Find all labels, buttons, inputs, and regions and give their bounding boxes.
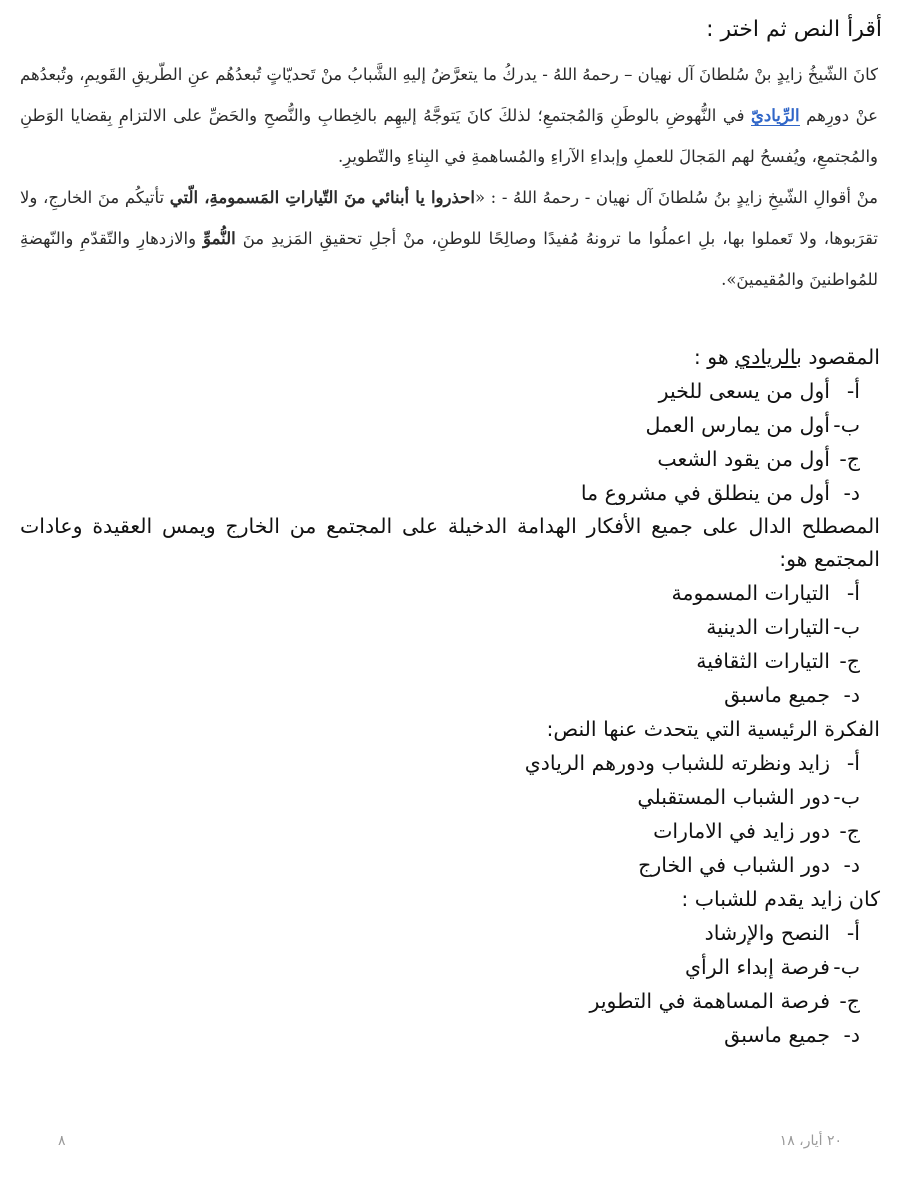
option-letter: ج- — [839, 989, 860, 1013]
option-letter: ب- — [833, 413, 860, 437]
option-letter: ج- — [839, 649, 860, 673]
passage-text: تأتيكُم منَ الخارجِ، ولا تقرَبوها، ولا تَعملوا بها، بلِ اعملُوا ما ترونهُ مُفيدًا وصالِحًا للوطنِ، منْ أجلِ تحقيقِ المَزيدِ منَ — [20, 188, 878, 248]
option-letter: ب- — [833, 785, 860, 809]
passage-bold-text: احذروا يا أبنائي منَ التّياراتِ المَسمومةِ، الّتي — [169, 188, 475, 207]
option-letter: د- — [843, 1023, 860, 1047]
option-item[interactable] — [20, 950, 860, 984]
option-letter: د- — [843, 481, 860, 505]
option-text: أول من ينطلق في مشروع ما — [580, 481, 830, 505]
option-item[interactable] — [20, 476, 860, 510]
instruction-heading: أقرأ النص ثم اختر : — [706, 17, 882, 42]
option-item[interactable] — [20, 374, 860, 408]
page-number: ٨ — [58, 1133, 66, 1149]
option-letter: أ- — [846, 581, 860, 605]
option-item[interactable] — [20, 610, 860, 644]
question-stem: الفكرة الرئيسية التي يتحدث عنها النص: — [546, 717, 880, 741]
option-item[interactable] — [20, 746, 860, 780]
option-item[interactable] — [20, 442, 860, 476]
highlighted-word-link[interactable]: الرِّياديّ — [751, 106, 800, 125]
question-4 — [20, 882, 880, 1052]
option-letter: د- — [843, 853, 860, 877]
option-letter: د- — [843, 683, 860, 707]
question-3 — [20, 712, 880, 882]
option-letter: ج- — [839, 447, 860, 471]
option-text: التيارات الدينية — [706, 615, 830, 639]
option-item[interactable] — [20, 984, 860, 1018]
option-letter: أ- — [846, 921, 860, 945]
option-text: أول من يمارس العمل — [645, 413, 830, 437]
option-letter: ب- — [833, 955, 860, 979]
option-letter: ب- — [833, 615, 860, 639]
option-text: التيارات الثقافية — [696, 649, 830, 673]
option-list — [20, 746, 880, 882]
question-1 — [20, 340, 880, 510]
option-item[interactable] — [20, 814, 860, 848]
option-item[interactable] — [20, 408, 860, 442]
option-item[interactable] — [20, 916, 860, 950]
footer-date: ٢٠ أيار، ١٨ — [779, 1133, 842, 1149]
option-list — [20, 374, 880, 510]
option-text: أول من يقود الشعب — [657, 447, 830, 471]
option-letter: أ- — [846, 751, 860, 775]
option-text: جميع ماسبق — [724, 1023, 830, 1047]
passage-text: والازدهارِ والتّقدّمِ والنّهضةِ للمُواطنينَ والمُقيمينَ». — [20, 229, 878, 289]
passage-paragraph-2 — [20, 177, 878, 300]
option-text: دور الشباب المستقبلي — [637, 785, 830, 809]
option-item[interactable] — [20, 678, 860, 712]
option-list — [20, 576, 880, 712]
option-item[interactable] — [20, 1018, 860, 1052]
option-text: فرصة إبداء الرأي — [684, 955, 830, 979]
question-2 — [20, 510, 880, 712]
option-text: دور زايد في الامارات — [653, 819, 830, 843]
question-stem: كان زايد يقدم للشباب : — [681, 887, 880, 911]
option-item[interactable] — [20, 848, 860, 882]
passage-text: منْ أقوالِ الشّيخِ زايدٍ بنُ سُلطانَ آل نهيان - رحمهُ اللهُ - : « — [474, 188, 878, 207]
option-letter: أ- — [846, 379, 860, 403]
question-stem — [20, 340, 880, 374]
option-text: أول من يسعى للخير — [658, 379, 830, 403]
questions-section — [20, 340, 880, 1052]
passage-paragraph-1 — [20, 54, 878, 177]
option-list — [20, 916, 880, 1052]
option-text: التيارات المسمومة — [671, 581, 830, 605]
question-stem-underlined: بالريادي — [735, 345, 802, 369]
question-stem-text: هو : — [693, 345, 736, 369]
option-text: زايد ونظرته للشباب ودورهم الريادي — [524, 751, 830, 775]
question-stem: المصطلح الدال على جميع الأفكار الهدامة الدخيلة على المجتمع من الخارج ويمس العقيدة وعادات المجتمع هو: — [20, 514, 880, 571]
option-text: دور الشباب في الخارج — [638, 853, 830, 877]
passage-text: في النُّهوضِ بالوطَنِ وَالمُجتمعِ؛ لذلكَ كانَ يَتوجَّهُ إليهِم بالخِطابِ والنُّصحِ والحَضِّ على الالتزامِ بِقضايا الوَطنِ والمُجتمعِ، ويُفسحُ لهم المَجالَ للعملِ وإبداءِ الآراءِ والمُساهمةِ في البِناءِ والتّطويرِ. — [20, 106, 878, 166]
option-item[interactable] — [20, 780, 860, 814]
option-text: النصح والإرشاد — [704, 921, 830, 945]
question-stem-text: المقصود — [801, 345, 880, 369]
option-item[interactable] — [20, 576, 860, 610]
option-text: جميع ماسبق — [724, 683, 830, 707]
reading-passage — [20, 54, 878, 300]
option-item[interactable] — [20, 644, 860, 678]
passage-text: كانَ الشّيخُ زايدٍ بنْ سُلطانَ آل نهيان – رحمهُ اللهُ - يدركُ ما يتعرَّضُ إليهِ الشَّبابُ منْ تَحديّاتٍ تُبعدُهُم عنِ الطّريقِ القَويمِ، وتُبعدُهم عنْ دورِهم — [20, 65, 878, 125]
passage-bold-text: النُّموِّ — [203, 229, 236, 248]
option-letter: ج- — [839, 819, 860, 843]
option-text: فرصة المساهمة في التطوير — [589, 989, 830, 1013]
